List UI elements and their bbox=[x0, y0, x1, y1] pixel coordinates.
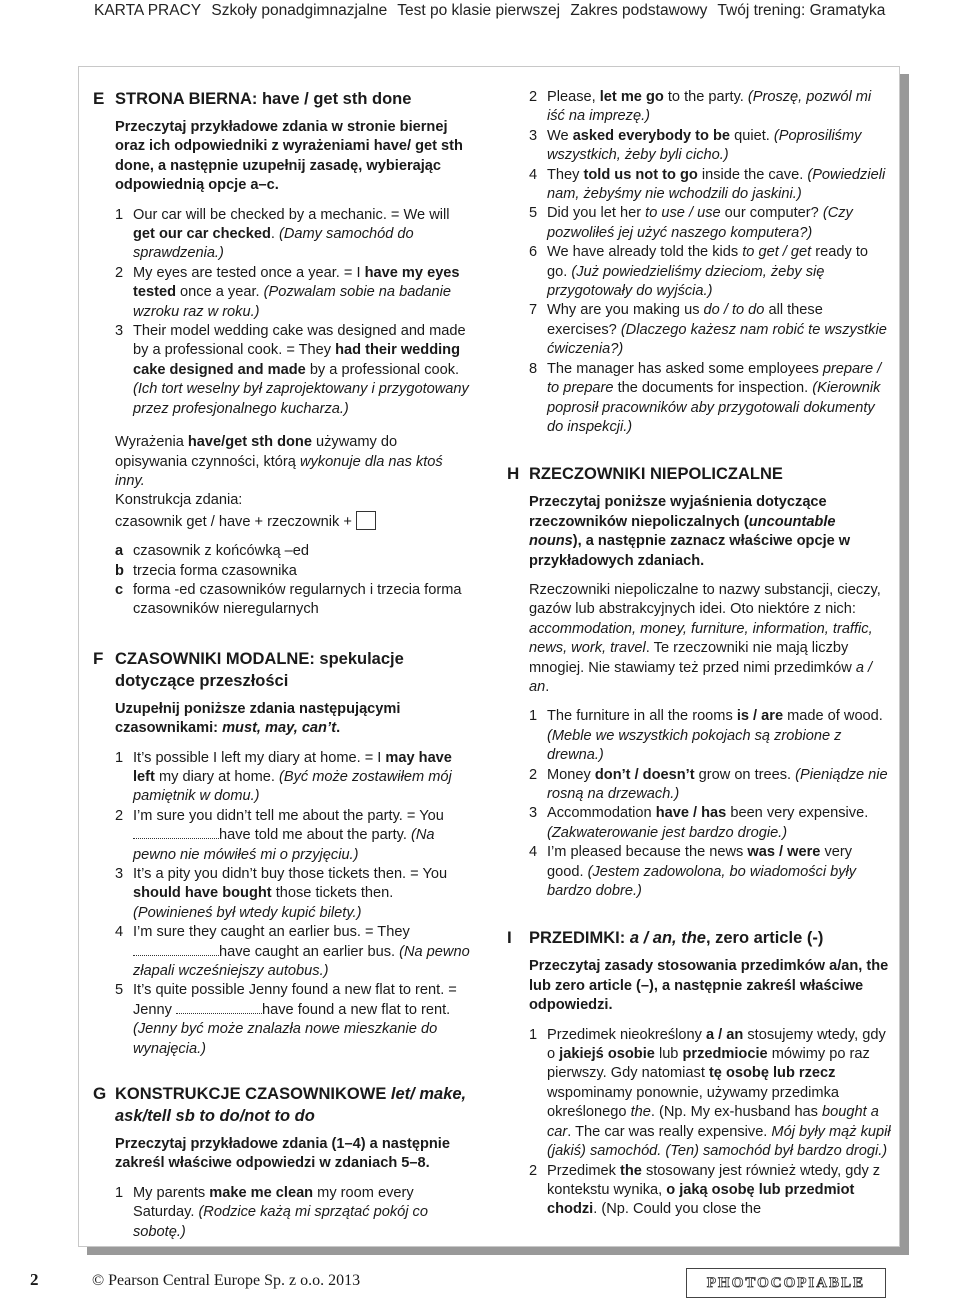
exercise-item bbox=[115, 981, 473, 1059]
exercise-item bbox=[115, 807, 473, 865]
item-bold: told us not to go bbox=[583, 166, 698, 183]
item-text: my room every Saturday. bbox=[133, 1184, 414, 1221]
explanation-paragraph bbox=[529, 581, 892, 697]
rule-italic: bought a car bbox=[547, 1104, 879, 1140]
item-translation: (Poprosiliśmy wszystkich, żeby byli cicho.) bbox=[547, 127, 862, 164]
item-translation: (Zakwaterowanie jest bardzo drogie.) bbox=[547, 824, 788, 841]
item-number: 2 bbox=[529, 89, 538, 105]
item-text: made of wood. bbox=[783, 708, 883, 725]
rule-italic: the bbox=[630, 1104, 651, 1121]
item-text: . bbox=[270, 226, 279, 243]
header-part: Zakres podstawowy bbox=[570, 2, 708, 19]
exercise-item bbox=[115, 923, 473, 981]
rule-part: . (Np. My ex-husband has bbox=[650, 1104, 823, 1121]
item-text: ready to go. bbox=[547, 244, 868, 280]
item-translation: (Jestem zadowolona, bo wiadomości były bardzo dobre.) bbox=[547, 863, 857, 900]
instr-italic: uncountable nouns bbox=[529, 513, 836, 550]
item-text: by a professional cook. bbox=[305, 361, 460, 378]
copyright-notice: © Pearson Central Europe Sp. z o.o. 2013 bbox=[92, 1272, 361, 1289]
item-text: all these exercises? bbox=[547, 302, 823, 338]
answer-choice[interactable]: to get / get bbox=[742, 244, 812, 261]
section-g-continued bbox=[507, 88, 892, 437]
exercise-item bbox=[529, 766, 892, 805]
rule-item bbox=[529, 1162, 892, 1220]
section-h bbox=[507, 463, 892, 901]
item-text: We bbox=[547, 127, 573, 144]
answer-choice[interactable]: was / were bbox=[747, 844, 821, 861]
stamp-text: PHOTOCOPIABLE bbox=[706, 1274, 866, 1291]
item-text: the documents for inspection. bbox=[613, 380, 813, 397]
section-title: RZECZOWNIKI NIEPOLICZALNE bbox=[529, 465, 783, 484]
item-bold: let me go bbox=[599, 89, 664, 105]
rule-part: . The car was really expensive. bbox=[567, 1123, 772, 1140]
rule-bold: jakiejś osobie bbox=[559, 1046, 655, 1063]
item-bold: had their wedding cake designed and made bbox=[133, 342, 460, 378]
title-italic: a / an, the bbox=[629, 929, 706, 948]
exercise-item bbox=[115, 865, 473, 923]
item-text: once a year. bbox=[175, 284, 264, 301]
answer-choice[interactable]: do / to do bbox=[703, 302, 765, 319]
title-part: , zero article (-) bbox=[705, 929, 824, 948]
instr-part: Uzupełnij poniższe zdania następującymi czasownikami: bbox=[115, 700, 401, 737]
instr-italic: must, may, can’t bbox=[222, 720, 337, 737]
item-number: 4 bbox=[529, 844, 538, 861]
answer-blank[interactable] bbox=[133, 826, 219, 839]
item-text: grow on trees. bbox=[694, 766, 796, 783]
section-letter: G bbox=[93, 1084, 107, 1104]
item-bold: get our car checked bbox=[133, 226, 271, 243]
section-instruction bbox=[529, 493, 892, 571]
rule-item bbox=[529, 1026, 892, 1162]
exercise-item bbox=[529, 843, 892, 901]
option-item bbox=[115, 562, 473, 581]
header-part: Twój trening: Gramatyka bbox=[717, 2, 886, 19]
rule-bold: have/get sth done bbox=[187, 434, 312, 451]
para-part: . Te rzeczowniki nie mają liczby mnogiej. Nie stawiamy też przed nimi przedimków bbox=[529, 640, 856, 676]
answer-blank[interactable] bbox=[133, 943, 219, 956]
item-text: my diary at home. bbox=[154, 768, 279, 785]
item-text: quiet. bbox=[730, 127, 774, 144]
item-text: Accommodation bbox=[547, 805, 656, 822]
exercise-item bbox=[529, 301, 892, 359]
item-translation: (Rodzice każą mi sprzątać pokój co sobotę.) bbox=[133, 1204, 428, 1240]
item-number: 3 bbox=[115, 323, 124, 340]
section-letter: I bbox=[507, 928, 512, 948]
item-number: 4 bbox=[115, 924, 124, 941]
rule-part: stosowany jest również wtedy, gdy z kontekstu wynika, bbox=[547, 1162, 881, 1198]
item-text: have told me about the party. bbox=[219, 827, 411, 844]
section-instruction bbox=[115, 700, 473, 739]
answer-choice[interactable]: is / are bbox=[736, 708, 784, 725]
photocopiable-stamp bbox=[686, 1268, 886, 1298]
item-translation: (Jenny być może znalazła nowe mieszkanie do wynajęcia.) bbox=[133, 1021, 438, 1057]
item-bold: asked everybody to be bbox=[572, 127, 731, 144]
item-translation: (Już powiedzieliśmy dzieciom, żeby się przygotowały do wyjścia.) bbox=[547, 263, 825, 300]
item-translation: (Kierownik poprosił pracowników aby przygotowali dokumenty do inspekcji.) bbox=[547, 380, 881, 435]
rule-part: Przedimek nieokreślony bbox=[547, 1026, 706, 1043]
rule-bold: tę osobę lub rzecz bbox=[708, 1065, 836, 1082]
item-translation: (Dlaczego każesz nam robić te wszystkie ćwiczenia?) bbox=[547, 321, 887, 358]
item-translation: (Czy pozwoliłeś jej użyć naszego komputera?) bbox=[547, 205, 853, 241]
option-item bbox=[115, 542, 473, 561]
section-letter: H bbox=[507, 464, 520, 484]
answer-choice[interactable]: have / has bbox=[655, 805, 727, 822]
rule-part: używamy do opisywania czynności, którą bbox=[115, 434, 398, 470]
section-title bbox=[529, 927, 892, 949]
item-text: I’m pleased because the news bbox=[547, 844, 748, 861]
item-translation: (Powiedzieli nam, żebyśmy nie wchodzili do jaskini.) bbox=[547, 166, 886, 203]
example-item bbox=[115, 206, 473, 264]
title-part: KONSTRUKCJE CZASOWNIKOWE bbox=[115, 1085, 391, 1104]
section-g bbox=[93, 1083, 473, 1242]
item-number: 1 bbox=[115, 1184, 124, 1201]
rule-italic: Mój były mąż kupił (jakiś) samochód. (Ten) samochód był bardzo drogi.) bbox=[547, 1123, 891, 1160]
item-number: 1 bbox=[529, 708, 538, 725]
item-translation: (Powinieneś był wtedy kupić bilety.) bbox=[133, 904, 362, 921]
option-text: forma -ed czasowników regularnych i trzecia forma czasowników nieregularnych bbox=[133, 581, 462, 618]
item-number: 3 bbox=[529, 127, 538, 144]
item-text: The furniture in all the rooms bbox=[547, 708, 737, 725]
item-bold: make me clean bbox=[209, 1184, 314, 1201]
item-number: 1 bbox=[115, 206, 124, 223]
rule-formula: czasownik get / have + rzeczownik + bbox=[115, 513, 352, 530]
item-text: our computer? bbox=[720, 205, 823, 222]
rule-italic: wykonuje dla nas ktoś inny. bbox=[115, 453, 443, 489]
header-part: Szkoły ponadgimnazjalne bbox=[211, 2, 388, 19]
item-translation: (Pieniądze nie rosną na drzewach.) bbox=[547, 766, 888, 802]
item-text: Their model wedding cake was designed and made by a professional cook. = They bbox=[133, 323, 466, 359]
item-number: 2 bbox=[115, 264, 124, 281]
rule-part: mówimy po raz pierwszy. Gdy natomiast bbox=[547, 1046, 870, 1082]
item-number: 1 bbox=[529, 1026, 538, 1043]
item-text: It’s possible I left my diary at home. = I bbox=[133, 749, 386, 766]
rule-text bbox=[115, 433, 473, 491]
rule-bold: przedmiocie bbox=[682, 1046, 768, 1063]
option-text: trzecia forma czasownika bbox=[133, 562, 297, 579]
item-translation: (Damy samochód do sprawdzenia.) bbox=[133, 226, 414, 262]
item-translation: (Ich tort weselny był zaprojektowany i przygotowany przez profesjonalnego kucharza.) bbox=[133, 381, 469, 417]
exercise-item bbox=[529, 243, 892, 301]
rule-part: wspominamy ponownie, używamy przedimka określonego bbox=[547, 1084, 839, 1121]
item-number: 2 bbox=[529, 1162, 538, 1179]
item-translation: (Być może zostawiłem mój pamiętnik w domu.) bbox=[133, 768, 452, 805]
answer-box[interactable] bbox=[356, 511, 376, 530]
section-letter: E bbox=[93, 89, 105, 108]
item-text: been very expensive. bbox=[726, 805, 869, 822]
option-letter: b bbox=[115, 562, 124, 579]
page-number: 2 bbox=[30, 1270, 39, 1289]
answer-choice[interactable]: don’t / doesn’t bbox=[594, 766, 695, 783]
item-bold: have my eyes tested bbox=[133, 264, 460, 301]
rule-construction bbox=[115, 511, 473, 532]
section-title bbox=[115, 1083, 473, 1127]
rule-construction-label: Konstrukcja zdania: bbox=[115, 492, 243, 509]
rule-bold: the bbox=[620, 1162, 642, 1179]
item-text: Money bbox=[547, 766, 595, 783]
section-instruction: Przeczytaj przykładowe zdania w stronie biernej oraz ich odpowiedniki z wyrażeniami have/ get sth done, a następnie uzupełnij zasadę, wybierając odpowiednią opcje a–c. bbox=[115, 119, 463, 194]
item-text: They bbox=[547, 166, 584, 183]
exercise-item bbox=[115, 749, 473, 807]
example-item bbox=[529, 166, 892, 205]
worksheet-header bbox=[94, 2, 891, 20]
item-text: have found a new flat to rent. bbox=[262, 1001, 451, 1018]
right-column bbox=[507, 88, 892, 1220]
answer-choice[interactable]: to use / use bbox=[645, 205, 721, 222]
item-number: 6 bbox=[529, 244, 538, 261]
item-text: The manager has asked some employees bbox=[547, 360, 823, 377]
section-title: CZASOWNIKI MODALNE: spekulacje dotyczące przeszłości bbox=[115, 649, 404, 690]
rule-part: lub bbox=[654, 1046, 683, 1063]
item-text: Why are you making us bbox=[547, 302, 704, 319]
item-bold: may have left bbox=[133, 749, 452, 785]
option-item bbox=[115, 581, 473, 620]
item-number: 2 bbox=[529, 766, 538, 783]
item-text: I’m sure you didn’t tell me about the party. = You bbox=[133, 807, 444, 824]
item-text: My parents bbox=[133, 1184, 210, 1201]
rule-part: Wyrażenia bbox=[115, 434, 188, 451]
title-part: PRZEDIMKI: bbox=[529, 929, 630, 948]
example-item bbox=[529, 88, 892, 127]
item-translation: (Na pewno złapali wcześniejszy autobus.) bbox=[133, 943, 470, 980]
item-text: It’s quite possible Jenny found a new flat to rent. = Jenny bbox=[133, 982, 457, 1018]
title-italic: let/ make, ask/tell sb to do/not to do bbox=[115, 1085, 467, 1126]
rule-bold: a / an bbox=[705, 1026, 744, 1043]
item-number: 5 bbox=[115, 982, 124, 999]
section-letter: F bbox=[93, 648, 104, 668]
left-column bbox=[93, 88, 473, 1242]
para-italic: a / an bbox=[529, 659, 873, 695]
rule-part: Przedimek bbox=[547, 1162, 620, 1179]
instr-part: . bbox=[336, 720, 341, 737]
item-text: I’m sure they caught an earlier bus. = They bbox=[133, 924, 410, 941]
header-part: Test po klasie pierwszej bbox=[397, 2, 561, 19]
para-part: . bbox=[545, 678, 550, 695]
option-letter: a bbox=[115, 543, 124, 560]
item-number: 8 bbox=[529, 360, 538, 377]
item-text: Please, bbox=[547, 89, 600, 105]
example-item bbox=[115, 264, 473, 322]
rule-part: stosujemy wtedy, gdy o bbox=[547, 1026, 886, 1063]
exercise-item bbox=[529, 360, 892, 438]
item-text: have caught an earlier bus. bbox=[219, 943, 400, 960]
item-text: to the party. bbox=[663, 89, 748, 105]
item-text: Did you let her bbox=[547, 205, 646, 222]
instr-part: Przeczytaj poniższe wyjaśnienia dotyczące rzeczowników niepoliczalnych ( bbox=[529, 494, 827, 530]
section-e bbox=[93, 88, 473, 620]
item-text: those tickets then. bbox=[271, 885, 394, 902]
exercise-item bbox=[529, 204, 892, 243]
exercise-item bbox=[529, 707, 892, 765]
item-number: 3 bbox=[115, 866, 124, 882]
example-item bbox=[115, 322, 473, 419]
section-instruction: Przeczytaj zasady stosowania przedimków a/an, the lub zero article (–), a następnie zakreśl właściwe odpowiedzi. bbox=[529, 958, 889, 1014]
item-text: My eyes are tested once a year. = I bbox=[133, 264, 365, 281]
rule-part: . (Np. Could you close the bbox=[593, 1201, 762, 1218]
item-text: It’s a pity you didn’t buy those tickets then. = You bbox=[133, 866, 448, 882]
item-text: inside the cave. bbox=[697, 166, 808, 183]
item-translation: (Proszę, pozwól mi iść na imprezę.) bbox=[547, 89, 872, 125]
item-translation: (Pozwalam sobie na badanie wzroku raz w roku.) bbox=[133, 284, 452, 320]
item-number: 3 bbox=[529, 805, 538, 822]
section-instruction: Przeczytaj przykładowe zdania (1–4) a następnie zakreśl właściwe odpowiedzi w zdaniach 5–8. bbox=[115, 1136, 450, 1172]
item-number: 5 bbox=[529, 205, 538, 222]
section-f bbox=[93, 648, 473, 1059]
item-translation: (Na pewno nie mówiłeś mi o przyjęciu.) bbox=[133, 827, 435, 863]
answer-blank[interactable] bbox=[176, 1001, 262, 1014]
item-text: Our car will be checked by a mechanic. = We will bbox=[133, 206, 450, 223]
header-part: KARTA PRACY bbox=[94, 2, 202, 19]
item-number: 2 bbox=[115, 807, 124, 824]
example-item bbox=[115, 1184, 473, 1242]
item-text: We have already told the kids bbox=[547, 244, 743, 261]
answer-choice[interactable]: prepare / to prepare bbox=[547, 360, 882, 397]
option-text: czasownik z końcówką –ed bbox=[133, 543, 310, 560]
item-translation: (Meble we wszystkich pokojach są zrobione z drewna.) bbox=[547, 727, 842, 764]
instr-part: ), a następnie zaznacz właściwe opcje w przykładowych zdaniach. bbox=[529, 533, 851, 569]
rule-bold: o jaką osobę lub przedmiot chodzi bbox=[547, 1181, 855, 1218]
item-number: 7 bbox=[529, 302, 538, 319]
para-italic: accommodation, money, furniture, information, traffic, news, work, travel bbox=[529, 620, 873, 657]
option-letter: c bbox=[115, 581, 124, 598]
item-number: 4 bbox=[529, 166, 538, 183]
item-bold: should have bought bbox=[133, 885, 272, 902]
para-part: Rzeczowniki niepoliczalne to nazwy substancji, cieczy, gazów lub abstrakcyjnych idei. Oto niektóre z nich: bbox=[529, 581, 881, 618]
item-text: very good. bbox=[547, 844, 853, 880]
item-number: 1 bbox=[115, 749, 124, 766]
exercise-item bbox=[529, 804, 892, 843]
section-title: STRONA BIERNA: have / get sth done bbox=[115, 90, 412, 108]
example-item bbox=[529, 127, 892, 166]
section-i bbox=[507, 927, 892, 1219]
